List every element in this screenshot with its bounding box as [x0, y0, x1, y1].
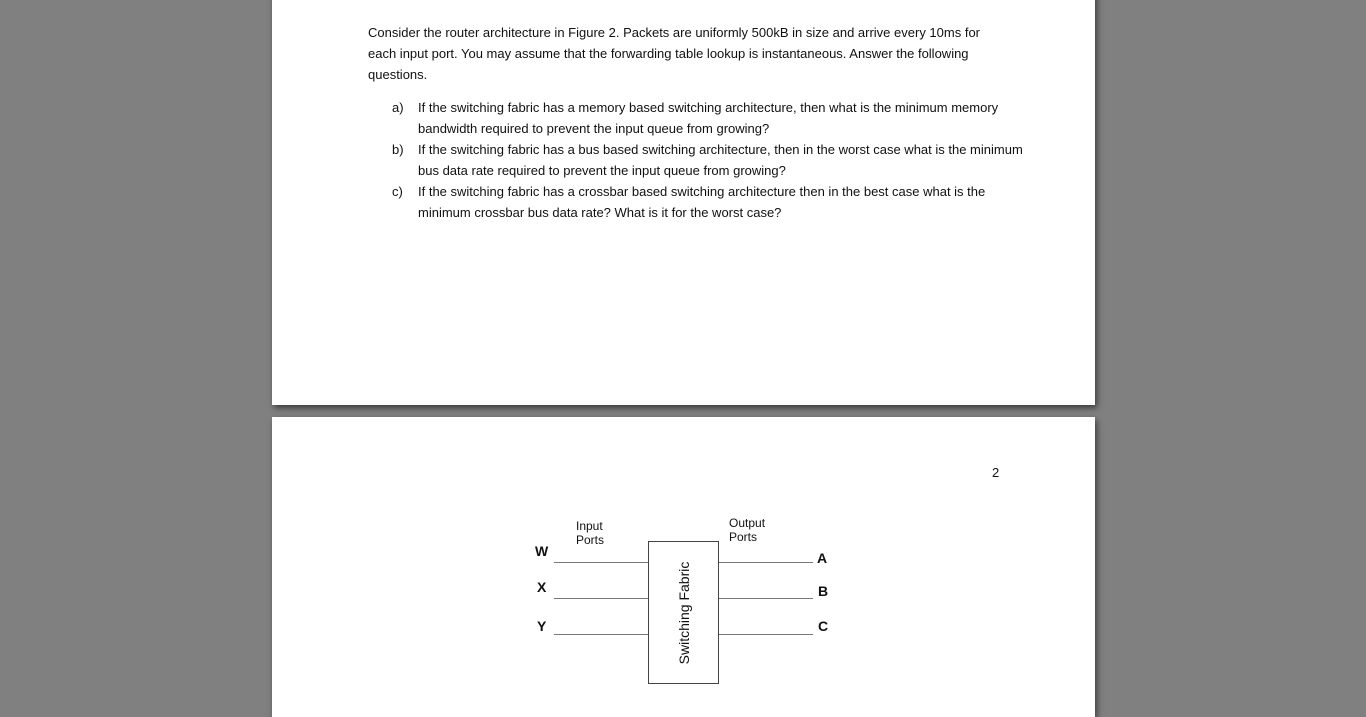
output-ports-label: Output Ports	[729, 516, 766, 544]
input-port-x: X	[537, 579, 547, 595]
page-number: 2	[992, 465, 1000, 480]
input-port-w: W	[535, 543, 549, 559]
document-page-1	[272, 0, 1095, 405]
output-line-a	[719, 562, 813, 563]
question-text: If the switching fabric has a crossbar based switching architecture then in the best case what is the minimum crossbar bus data rate? What is it for the worst case?	[418, 184, 986, 220]
document-page-2	[272, 417, 1095, 717]
input-line-y	[554, 634, 648, 635]
intro-paragraph: Consider the router architecture in Figure 2. Packets are uniformly 500kB in size and arrive every 10ms for each input port. You may assume that the forwarding table lookup is instantaneous. Answer the following questions.	[368, 25, 980, 82]
switching-fabric-label: Switching Fabric	[675, 561, 692, 664]
input-ports-label: Input Ports	[576, 519, 605, 547]
question-marker: c)	[392, 184, 403, 199]
output-line-c	[719, 634, 813, 635]
question-list	[392, 97, 1032, 223]
question-text: If the switching fabric has a bus based switching architecture, then in the worst case what is the minimum bus data rate required to prevent the input queue from growing?	[418, 142, 1023, 178]
output-port-c: C	[818, 618, 829, 634]
input-port-y: Y	[537, 618, 547, 634]
question-marker: b)	[392, 142, 404, 157]
question-a	[392, 97, 1032, 139]
output-port-b: B	[818, 583, 829, 599]
switching-fabric-box	[648, 541, 719, 684]
question-marker: a)	[392, 100, 404, 115]
question-b	[392, 139, 1032, 181]
question-c	[392, 181, 1032, 223]
output-port-a: A	[817, 550, 828, 566]
input-line-w	[554, 562, 648, 563]
output-line-b	[719, 598, 813, 599]
question-text: If the switching fabric has a memory based switching architecture, then what is the minimum memory bandwidth required to prevent the input queue from growing?	[418, 100, 999, 136]
input-line-x	[554, 598, 648, 599]
